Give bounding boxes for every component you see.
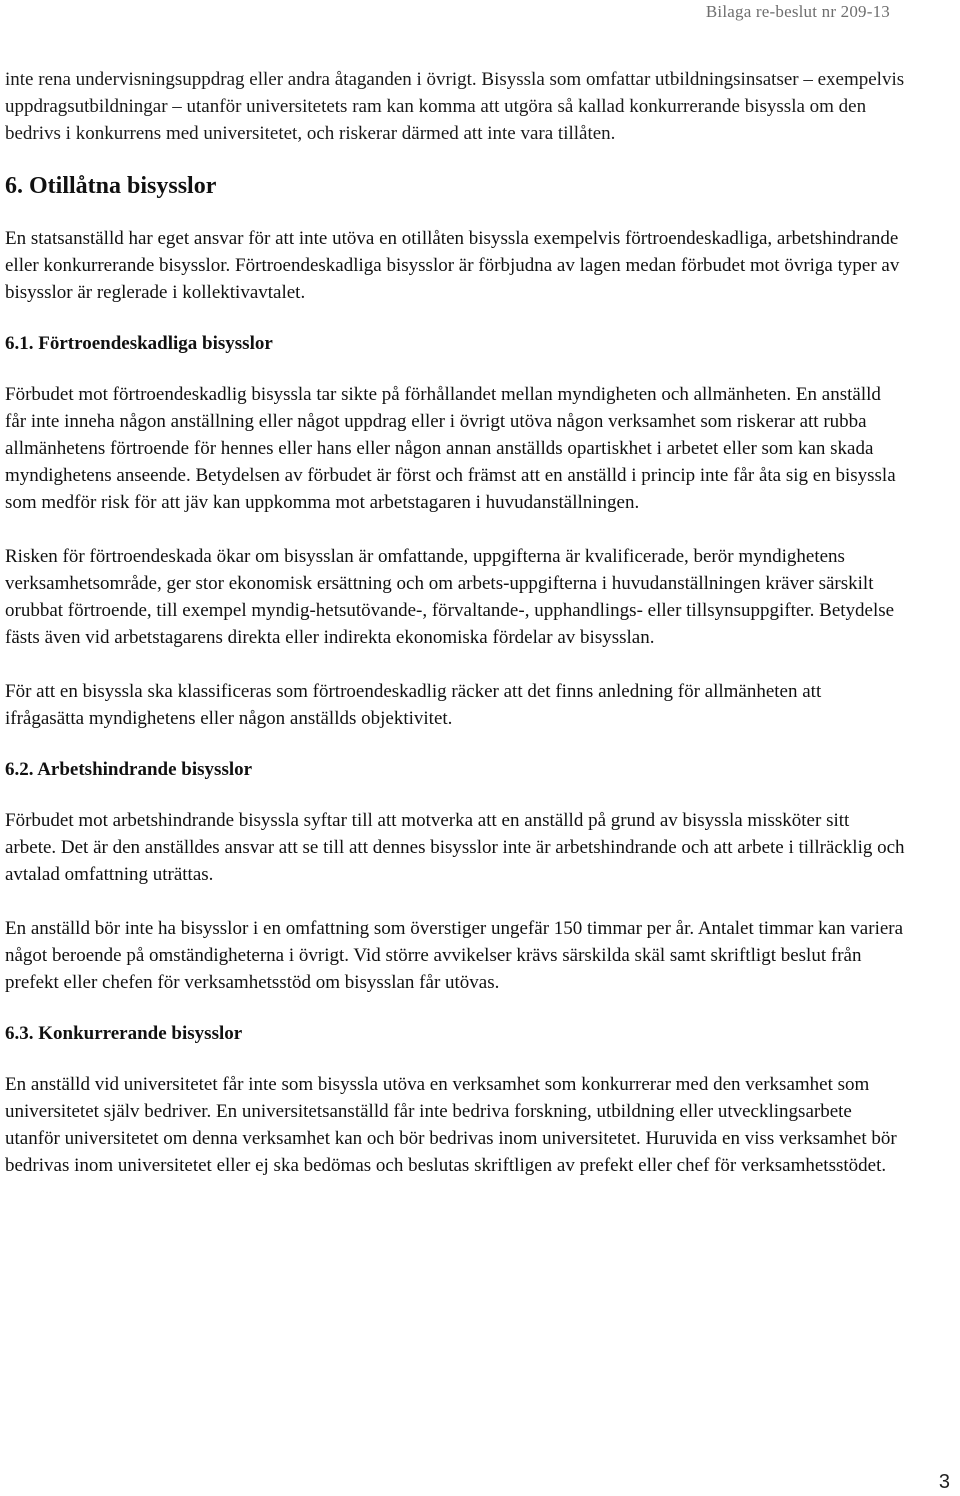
section-6-heading: 6. Otillåtna bisysslor bbox=[5, 173, 217, 199]
page-number: 3 bbox=[938, 1471, 950, 1493]
section-6-3-paragraph: En anställd vid universitetet får inte som bisyssla utöva en verksamhet som konkurrerar med den verksamhet som universitetet själv bedriver. En universitetsanställd får inte bedriva forskning, utbildning eller utvecklingsarbete utanför universitetet om denna verksamhet kan och bör bedrivas inom universitetet. Huruvida en viss verksamhet bör bedrivas inom universitetet eller ej ska bedömas och beslutas skriftligen av prefekt eller chef för verksamhetsstödet. bbox=[5, 1074, 897, 1176]
section-6-paragraph: En statsanställd har eget ansvar för att inte utöva en otillåten bisyssla exempelvis förtroendeskadliga, arbetshindrande eller konkurrerande bisysslor. Förtroendeskadliga bisysslor är förbjudna av lagen medan förbudet mot övriga typer av bisysslor är reglerade i kollektivavtalet. bbox=[5, 228, 900, 303]
document-reference: Bilaga re-beslut nr 209-13 bbox=[705, 2, 890, 21]
section-6-3-heading: 6.3. Konkurrerande bisysslor bbox=[5, 1023, 243, 1044]
section-6-1-paragraph-1: Förbudet mot förtroendeskadlig bisyssla tar sikte på förhållandet mellan myndigheten och allmänheten. En anställd får inte inneha någon anställning eller något uppdrag eller i övrigt utöva någon verksamhet som riskerar att rubba allmänhetens förtroende för hennes eller hans eller någon annan anställds opartiskhet i arbetet eller som kan skada myndighetens anseende. Betydelsen av förbudet är först och främst att en anställd i princip inte får åta sig en bisyssla som medför risk för att jäv kan uppkomma mot arbetstagaren i huvudanställningen. bbox=[5, 384, 896, 513]
section-6-2-heading: 6.2. Arbetshindrande bisysslor bbox=[5, 759, 253, 780]
section-6-2-paragraph-2: En anställd bör inte ha bisysslor i en omfattning som överstiger ungefär 150 timmar per år. Antalet timmar kan variera något beroende på omständigheterna i övrigt. Vid större avvikelser krävs särskilda skäl samt skriftligt beslut från prefekt eller chefen för verksamhetsstöd om bisysslan får utövas. bbox=[5, 918, 904, 993]
document-body bbox=[5, 66, 905, 1179]
intro-paragraph: inte rena undervisningsuppdrag eller andra åtaganden i övrigt. Bisyssla som omfattar utbildningsinsatser – exempelvis uppdragsutbildningar – utanför universitetets ram kan komma att utgöra så kallad konkurrerande bisyssla om den bedrivs i konkurrens med universitetet, och riskerar därmed att inte vara tillåten. bbox=[5, 69, 905, 144]
section-6-2-paragraph-1: Förbudet mot arbetshindrande bisyssla syftar till att motverka att en anställd på grund av bisyssla missköter sitt arbete. Det är den anställdes ansvar att se till att dennes bisysslor inte är arbetshindrande och att arbete i tillräcklig och avtalad omfattning uträttas. bbox=[5, 810, 905, 885]
section-6-1-paragraph-3: För att en bisyssla ska klassificeras som förtroendeskadlig räcker att det finns anledning för allmänheten att ifrågasätta myndighetens eller någon anställds objektivitet. bbox=[5, 681, 822, 729]
section-6-1-heading: 6.1. Förtroendeskadliga bisysslor bbox=[5, 333, 273, 354]
section-6-1-paragraph-2: Risken för förtroendeskada ökar om bisysslan är omfattande, uppgifterna är kvalificerade, berör myndighetens verksamhetsområde, ger stor ekonomisk ersättning och om arbets-uppgifterna i huvudanställningen kräver särskilt orubbat förtroende, till exempel myndig-hetsutövande-, förvaltande-, upphandlings- eller tillsynsuppgifter. Betydelse fästs även vid arbetstagarens direkta eller indirekta ekonomiska fördelar av bisysslan. bbox=[5, 546, 895, 648]
